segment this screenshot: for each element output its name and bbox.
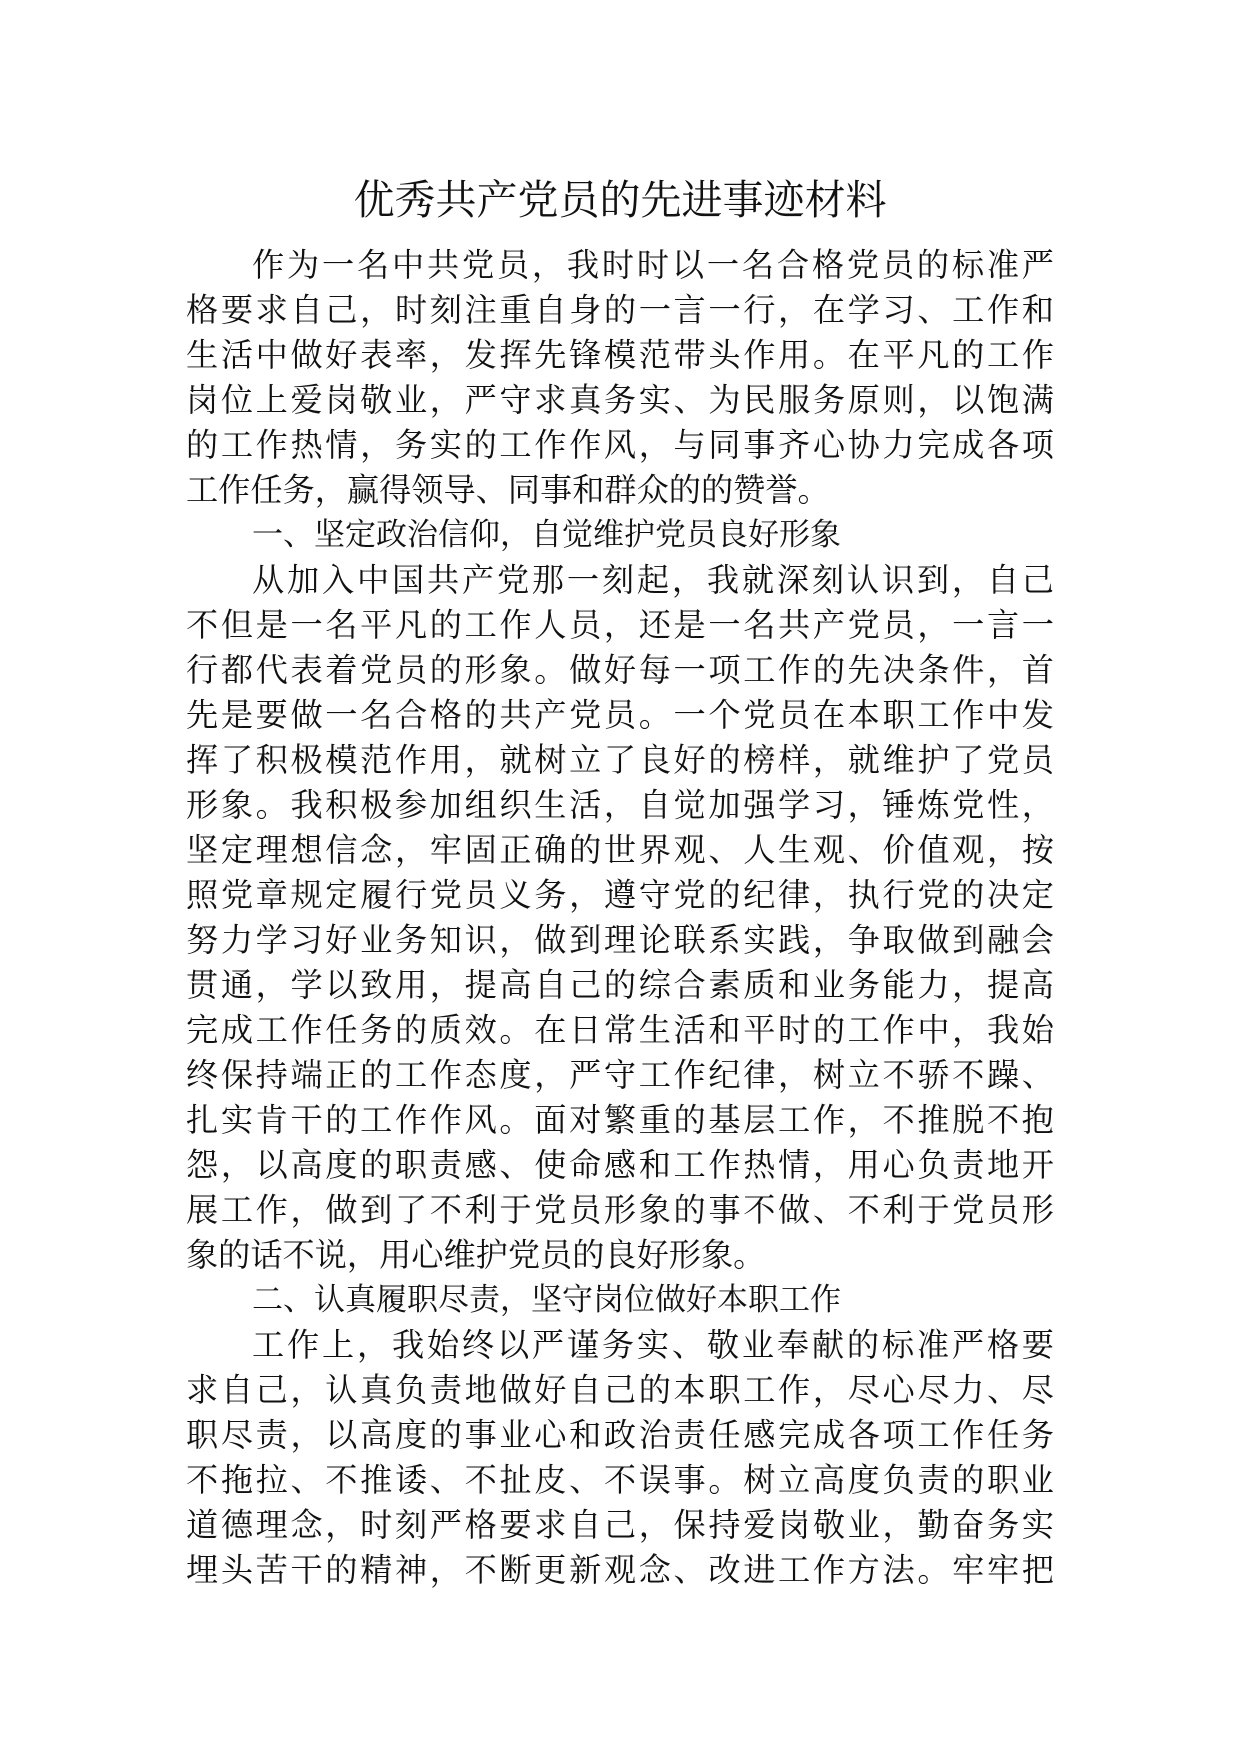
text-line: 终保持端正的工作态度，严守工作纪律，树立不骄不躁、 bbox=[186, 1056, 1054, 1094]
section-heading: 二、认真履职尽责，坚守岗位做好本职工作 bbox=[252, 1282, 841, 1318]
text-line: 先是要做一名合格的共产党员。一个党员在本职工作中发 bbox=[186, 696, 1054, 734]
text-line: 从加入中国共产党那一刻起，我就深刻认识到，自己 bbox=[252, 561, 1054, 599]
text-line: 不但是一名平凡的工作人员，还是一名共产党员，一言一 bbox=[186, 606, 1054, 644]
document-body bbox=[186, 243, 1054, 1593]
text-line: 怨，以高度的职责感、使命感和工作热情，用心负责地开 bbox=[186, 1146, 1054, 1184]
text-line: 工作上，我始终以严谨务实、敬业奉献的标准严格要 bbox=[252, 1326, 1054, 1364]
text-line: 形象。我积极参加组织生活，自觉加强学习，锤炼党性， bbox=[186, 786, 1054, 824]
text-line: 的工作热情，务实的工作作风，与同事齐心协力完成各项 bbox=[186, 426, 1054, 464]
section-heading: 一、坚定政治信仰，自觉维护党员良好形象 bbox=[252, 517, 841, 553]
text-line: 完成工作任务的质效。在日常生活和平时的工作中，我始 bbox=[186, 1011, 1054, 1049]
text-line: 作为一名中共党员，我时时以一名合格党员的标准严 bbox=[252, 246, 1054, 284]
text-line: 不拖拉、不推诿、不扯皮、不误事。树立高度负责的职业 bbox=[186, 1461, 1054, 1499]
text-line: 努力学习好业务知识，做到理论联系实践，争取做到融会 bbox=[186, 921, 1054, 959]
text-line: 挥了积极模范作用，就树立了良好的榜样，就维护了党员 bbox=[186, 741, 1054, 779]
text-line: 职尽责，以高度的事业心和政治责任感完成各项工作任务 bbox=[186, 1416, 1054, 1454]
text-line: 展工作，做到了不利于党员形象的事不做、不利于党员形 bbox=[186, 1191, 1054, 1229]
text-line: 格要求自己，时刻注重自身的一言一行，在学习、工作和 bbox=[186, 291, 1054, 329]
document-title: 优秀共产党员的先进事迹材料 bbox=[353, 176, 887, 224]
text-line: 生活中做好表率，发挥先锋模范带头作用。在平凡的工作 bbox=[186, 336, 1054, 374]
text-line: 工作任务，赢得领导、同事和群众的的赞誉。 bbox=[186, 471, 830, 509]
text-line: 象的话不说，用心维护党员的良好形象。 bbox=[186, 1236, 766, 1274]
text-line: 贯通，学以致用，提高自己的综合素质和业务能力，提高 bbox=[186, 966, 1054, 1004]
text-line: 扎实肯干的工作作风。面对繁重的基层工作，不推脱不抱 bbox=[186, 1101, 1054, 1139]
text-line: 埋头苦干的精神，不断更新观念、改进工作方法。牢牢把 bbox=[186, 1551, 1054, 1589]
text-line: 行都代表着党员的形象。做好每一项工作的先决条件，首 bbox=[186, 651, 1054, 689]
text-line: 岗位上爱岗敬业，严守求真务实、为民服务原则，以饱满 bbox=[186, 381, 1054, 419]
text-line: 照党章规定履行党员义务，遵守党的纪律，执行党的决定 bbox=[186, 876, 1054, 914]
text-line: 求自己，认真负责地做好自己的本职工作，尽心尽力、尽 bbox=[186, 1371, 1054, 1409]
text-line: 坚定理想信念，牢固正确的世界观、人生观、价值观，按 bbox=[186, 831, 1054, 869]
text-line: 道德理念，时刻严格要求自己，保持爱岗敬业，勤奋务实 bbox=[186, 1506, 1054, 1544]
